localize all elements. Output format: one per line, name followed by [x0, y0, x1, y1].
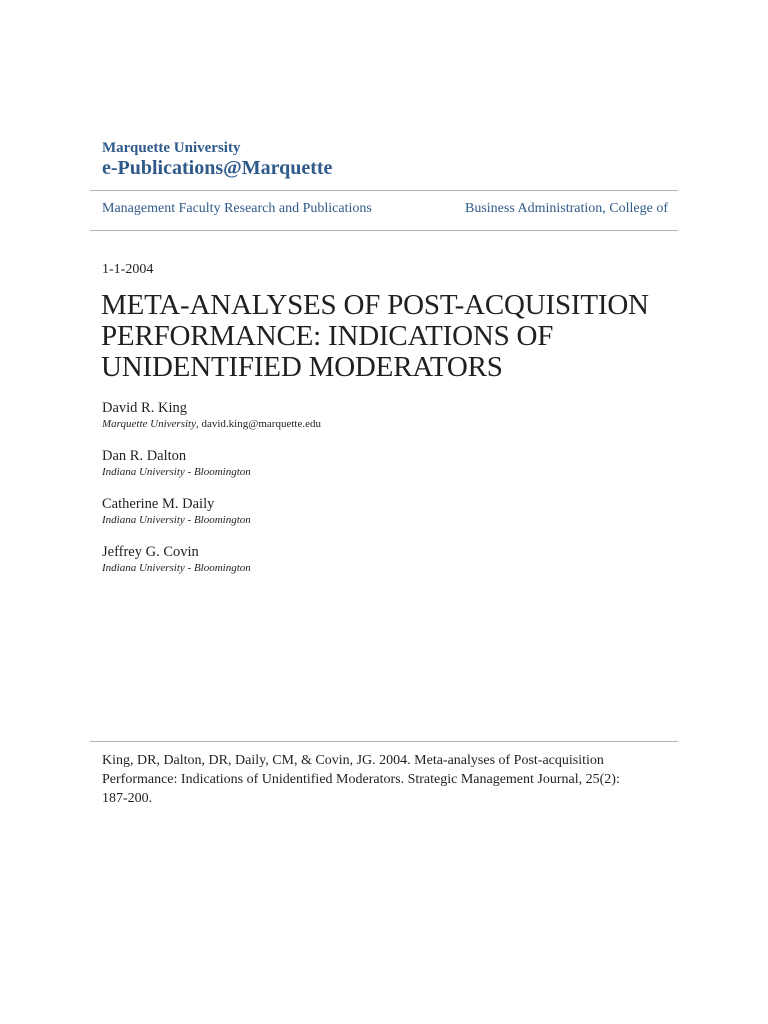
author-entry	[102, 496, 251, 527]
collection-link[interactable]: Management Faculty Research and Publications	[102, 201, 372, 216]
publication-date: 1-1-2004	[102, 262, 154, 277]
repository-link[interactable]: e-Publications@Marquette	[102, 157, 333, 179]
author-entry	[102, 544, 251, 575]
title-line: META-ANALYSES OF POST-ACQUISITION	[101, 289, 649, 321]
title-line: UNIDENTIFIED MODERATORS	[101, 351, 503, 383]
affiliation-name: Marquette University	[102, 418, 196, 430]
divider-nav	[90, 230, 678, 231]
divider-top	[90, 190, 678, 191]
author-entry	[102, 400, 321, 431]
author-name: Jeffrey G. Covin	[102, 544, 199, 560]
author-entry	[102, 448, 251, 479]
divider-citation	[90, 741, 678, 742]
affiliation-name: Indiana University - Bloomington	[102, 562, 251, 574]
paper-title	[101, 290, 681, 383]
department-link[interactable]: Business Administration, College of	[465, 201, 668, 216]
author-name: David R. King	[102, 400, 187, 416]
author-affiliation	[102, 561, 251, 575]
affiliation-name: Indiana University - Bloomington	[102, 466, 251, 478]
author-name: Dan R. Dalton	[102, 448, 187, 464]
author-email[interactable]: , david.king@marquette.edu	[195, 418, 321, 430]
author-affiliation	[102, 465, 251, 479]
title-line: PERFORMANCE: INDICATIONS OF	[101, 320, 554, 352]
author-affiliation	[102, 513, 251, 527]
institution-link[interactable]: Marquette University	[102, 140, 241, 156]
author-name: Catherine M. Daily	[102, 496, 215, 512]
repository-header	[102, 140, 332, 179]
author-affiliation	[102, 417, 321, 431]
affiliation-name: Indiana University - Bloomington	[102, 514, 251, 526]
citation-text: King, DR, Dalton, DR, Daily, CM, & Covin, JG. 2004. Meta-analyses of Post-acquisition Performance: Indications of Unidentified Moderators. Strategic Management Journal, 25(2): 187-200.	[102, 753, 620, 806]
